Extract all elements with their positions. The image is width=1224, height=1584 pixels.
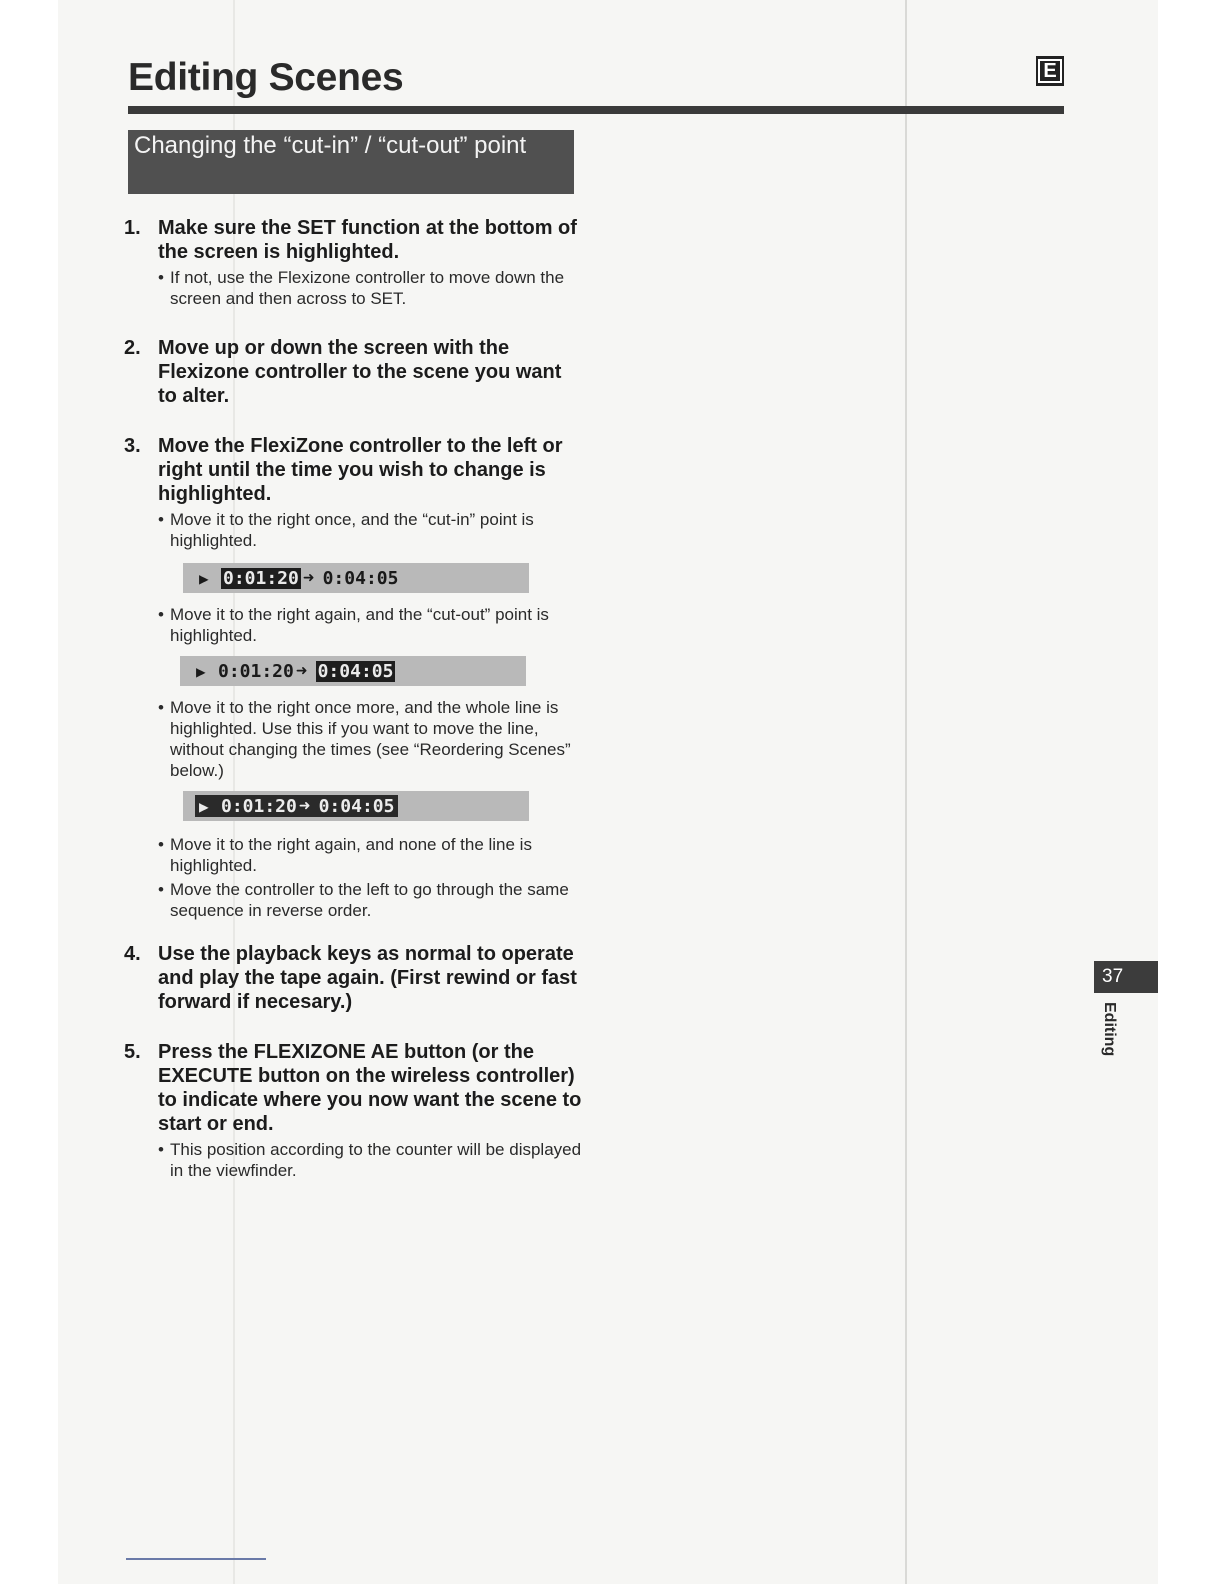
page-margin-left — [0, 0, 58, 1584]
step-3 — [124, 434, 584, 551]
step-4 — [124, 942, 584, 1014]
step-bullet: • This position according to the counter will be displayed in the viewfinder. — [158, 1140, 582, 1180]
cut-out-time: 0:04:05 — [317, 660, 394, 682]
step-number: 3. — [124, 435, 141, 457]
cut-in-time: 0:01:20 — [221, 795, 297, 817]
page-title: Editing Scenes — [128, 56, 404, 99]
play-icon: ▶ — [199, 796, 209, 816]
cut-in-time: 0:01:20 — [223, 567, 299, 589]
step-bullet: • Move it to the right once more, and the whole line is highlighted. Use this if you want to move the line, without changing the times (see “Reordering Scenes” below.) — [158, 698, 571, 780]
step-bullet: • Move it to the right again, and the “cut-out” point is highlighted. — [158, 605, 549, 645]
step-1 — [124, 216, 584, 309]
step-number: 4. — [124, 943, 141, 965]
step-2 — [124, 336, 584, 408]
step-heading: Move up or down the screen with the Flexizone controller to the scene you want to alter. — [158, 337, 562, 407]
show-through-line — [905, 0, 907, 1584]
section-title: Changing the “cut-in” / “cut-out” point — [128, 130, 574, 194]
step-3-continued — [124, 694, 584, 781]
whole-line-highlight — [195, 795, 398, 817]
step-bullet: • Move the controller to the left to go through the same sequence in reverse order. — [158, 880, 569, 920]
step-number: 2. — [124, 337, 141, 359]
step-3-continued — [124, 831, 584, 921]
counter-display-cut-in — [183, 563, 529, 593]
step-heading: Make sure the SET function at the bottom of the screen is highlighted. — [158, 217, 577, 263]
step-heading: Move the FlexiZone controller to the left or right until the time you wish to change is highlighted. — [158, 435, 563, 505]
cut-in-time: 0:01:20 — [218, 660, 294, 682]
step-5 — [124, 1040, 584, 1181]
step-number: 5. — [124, 1041, 141, 1063]
cut-out-time: 0:04:05 — [322, 567, 399, 589]
step-bullet: • If not, use the Flexizone controller to move down the screen and then across to SET. — [158, 268, 565, 308]
cut-out-time: 0:04:05 — [318, 795, 395, 817]
step-number: 1. — [124, 217, 141, 239]
chapter-label: Editing — [1101, 1002, 1118, 1057]
footer-rule — [126, 1558, 266, 1560]
arrow-icon: ➜ — [298, 798, 311, 814]
counter-display-whole-line — [183, 791, 529, 821]
step-3-continued — [124, 601, 584, 646]
arrow-icon: ➜ — [295, 663, 308, 679]
title-rule — [128, 106, 1064, 114]
counter-display-cut-out — [180, 656, 526, 686]
play-icon: ▶ — [199, 568, 209, 588]
page-number-tab: 37 — [1094, 961, 1158, 993]
step-bullet: • Move it to the right again, and none of the line is highlighted. — [158, 835, 532, 875]
step-bullet: • Move it to the right once, and the “cut-in” point is highlighted. — [158, 510, 534, 550]
step-heading: Press the FLEXIZONE AE button (or the EXECUTE button on the wireless controller) to indicate where you now want the scene to start or end. — [158, 1041, 582, 1135]
page-margin-right — [1158, 0, 1224, 1584]
arrow-icon: ➜ — [302, 570, 315, 586]
step-heading: Use the playback keys as normal to operate and play the tape again. (First rewind or fast forward if necesary.) — [158, 943, 577, 1013]
play-icon: ▶ — [196, 661, 206, 681]
language-badge: E — [1036, 56, 1064, 86]
